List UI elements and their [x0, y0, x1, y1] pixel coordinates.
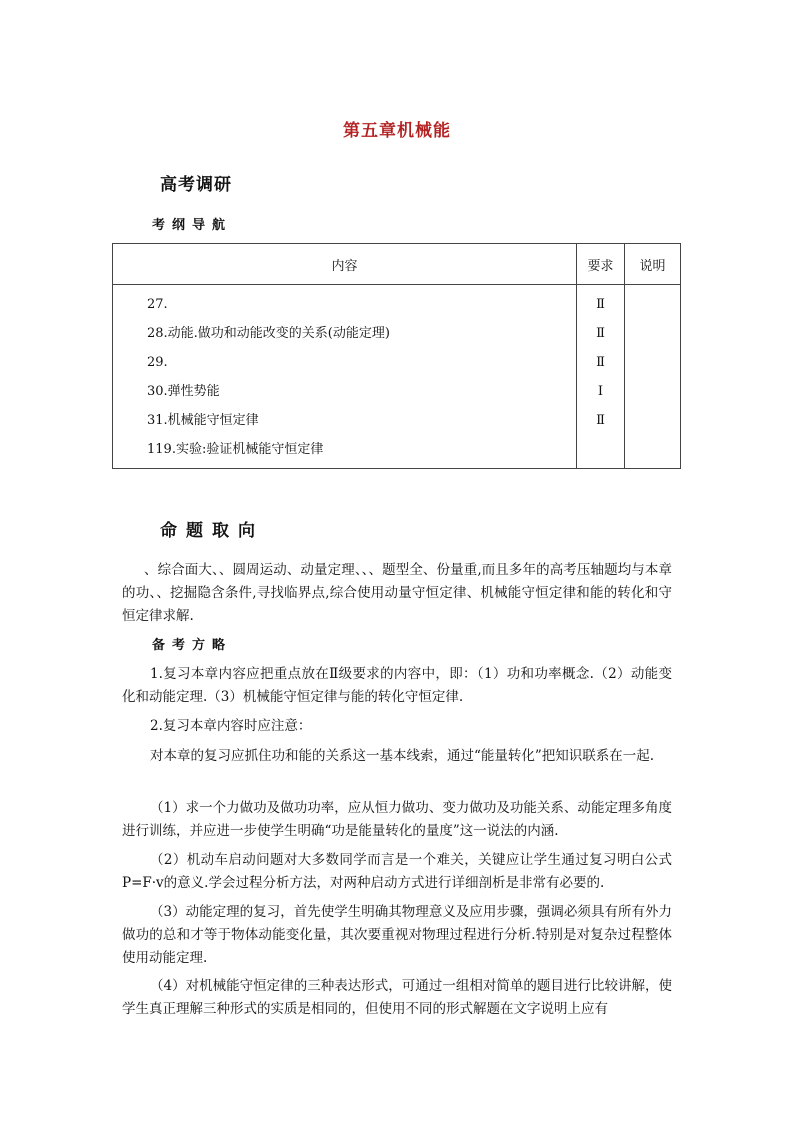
- method-paragraph-6: （3）动能定理的复习，首先使学生明确其物理意义及应用步骤，强调必须具有所有外力做功的总和才等于物体动能变化量，其次要重视对物理过程进行分析.特别是对复杂过程整体使用动能定理.: [122, 904, 672, 966]
- table-item: 30.弹性势能: [147, 384, 220, 399]
- method-paragraph-2: 2.复习本章内容时应注意：: [150, 718, 312, 734]
- table-item: 29.: [147, 355, 168, 370]
- method-paragraph-3: 对本章的复习应抓住功和能的关系这一基本线索，通过“能量转化”把知识联系在一起.: [150, 748, 655, 764]
- section-heading-direction: 命题取向: [160, 521, 264, 541]
- page-title: 第五章机械能: [343, 121, 451, 141]
- direction-paragraph: 、综合面大、、圆周运动、动量定理、、、题型全、份量重,而且多年的高考压轴题均与本章的功、、挖掘隐含条件,寻找临界点,综合使用动量守恒定律、机械能守恒定律和能的转化和守恒定律求解.: [122, 562, 672, 624]
- table-item: 119.实验:验证机械能守恒定律: [147, 442, 324, 457]
- section-heading-research: 高考调研: [160, 175, 232, 195]
- table-level: Ⅱ: [596, 326, 605, 341]
- method-paragraph-1: 1.复习本章内容应把重点放在Ⅱ级要求的内容中，即：（1）功和功率概念.（2）动能变化和动能定理.（3）机械能守恒定律与能的转化守恒定律.: [122, 666, 672, 705]
- header-note: 说明: [625, 244, 681, 285]
- table-level: Ⅱ: [596, 297, 605, 312]
- note-cell: [625, 285, 681, 469]
- table-item: 28.动能.做功和动能改变的关系(动能定理): [147, 326, 390, 341]
- requirement-cell: [577, 285, 625, 469]
- method-paragraph-7: （4）对机械能守恒定律的三种表达形式，可通过一组相对简单的题目进行比较讲解，使学生真正理解三种形式的实质是相同的，但使用不同的形式解题在文字说明上应有: [122, 978, 672, 1017]
- syllabus-table: [112, 243, 681, 469]
- table-level: Ⅱ: [596, 355, 605, 370]
- table-item: 27.: [147, 297, 168, 312]
- method-paragraph-5: （2）机动车启动问题对大多数同学而言是一个难关，关键应让学生通过复习明白公式P=F·v的意义.学会过程分析方法，对两种启动方式进行详细剖析是非常有必要的.: [122, 852, 672, 891]
- subsection-heading-method: 备考方略: [152, 638, 233, 653]
- table-level: Ⅱ: [596, 413, 605, 428]
- header-content: 内容: [113, 244, 577, 285]
- table-body-row: [113, 285, 681, 469]
- method-paragraph-4: （1）求一个力做功及做功功率，应从恒力做功、变力做功及功能关系、动能定理多角度进行训练，并应进一步使学生明确“功是能量转化的量度”这一说法的内涵.: [122, 800, 672, 839]
- header-requirement: 要求: [577, 244, 625, 285]
- subsection-heading-outline: 考纲导航: [152, 218, 233, 233]
- table-level: Ⅰ: [597, 384, 604, 399]
- table-level: [577, 439, 624, 468]
- content-cell: [113, 285, 577, 469]
- table-item: 31.机械能守恒定律: [147, 413, 259, 428]
- table-header-row: [113, 244, 681, 285]
